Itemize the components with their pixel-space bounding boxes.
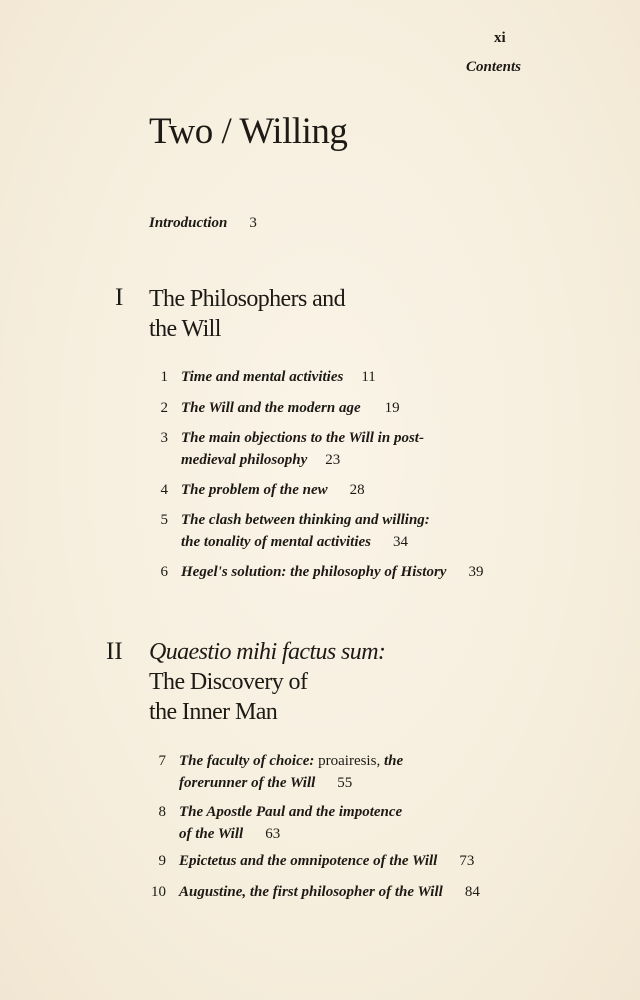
entry-page: 19: [384, 400, 400, 416]
entry-number: 5: [160, 512, 168, 528]
entry-title: Introduction: [149, 215, 228, 231]
entry-number: 9: [158, 853, 166, 869]
entry-title-part: the: [380, 753, 404, 769]
toc-entry: [158, 801, 403, 845]
entry-page: 23: [325, 452, 341, 468]
entry-number: 1: [160, 369, 168, 385]
entry-page: 11: [361, 369, 376, 385]
part-title-line: The Discovery of: [149, 669, 308, 695]
part-title-1: [149, 284, 345, 344]
part-title-line: the Inner Man: [149, 699, 278, 725]
entry-title-line: the tonality of mental activities: [181, 534, 371, 550]
volume-title: Two / Willing: [149, 111, 348, 152]
page-number: xi: [494, 30, 506, 46]
part-title-2: [149, 637, 385, 727]
toc-entry: [160, 561, 484, 583]
entry-title: Augustine, the first philosopher of the Will: [179, 884, 443, 900]
entry-number: 7: [158, 753, 166, 769]
entry-page: 55: [337, 775, 353, 791]
entry-title-line: The main objections to the Will in post-: [181, 430, 424, 446]
entry-title: Epictetus and the omnipotence of the Will: [179, 853, 438, 869]
toc-entry: [160, 479, 365, 501]
entry-title-line: of the Will: [179, 826, 244, 842]
toc-entry: [160, 427, 424, 471]
part-numeral-2: II: [106, 638, 123, 665]
part-title-line: the Will: [149, 316, 221, 342]
entry-page: 39: [468, 564, 484, 580]
part-title-line: The Philosophers and: [149, 286, 345, 312]
toc-entry: [160, 509, 430, 553]
entry-title-line: forerunner of the Will: [179, 775, 316, 791]
entry-number: 4: [160, 482, 168, 498]
entry-number: 2: [160, 400, 168, 416]
entry-number: 3: [160, 430, 168, 446]
entry-page: 84: [464, 884, 480, 900]
entry-title-line: The clash between thinking and willing:: [181, 512, 430, 528]
entry-number: 8: [158, 804, 166, 820]
entry-page: 28: [349, 482, 365, 498]
part-numeral-1: I: [115, 284, 124, 311]
running-head: Contents: [466, 59, 522, 75]
entry-number: 6: [160, 564, 168, 580]
toc-entry: [160, 366, 376, 388]
entry-page: 73: [459, 853, 475, 869]
entry-title-part: proairesis,: [318, 753, 381, 769]
entry-title: The problem of the new: [181, 482, 328, 498]
entry-page: 34: [392, 534, 408, 550]
entry-title: Hegel's solution: the philosophy of History: [181, 564, 447, 580]
entry-page: 63: [265, 826, 281, 842]
toc-entry: [158, 750, 404, 794]
toc-entry: [160, 397, 400, 419]
entry-title-line: The Apostle Paul and the impotence: [179, 804, 403, 820]
entry-title-line: medieval philosophy: [181, 452, 308, 468]
toc-entry-introduction: [149, 215, 257, 232]
toc-entry: [151, 881, 480, 903]
part-title-line: Quaestio mihi factus sum:: [149, 639, 386, 665]
entry-title-part: The faculty of choice:: [179, 753, 319, 769]
entry-number: 10: [151, 884, 166, 900]
entry-title: The Will and the modern age: [181, 400, 361, 416]
entry-title: Time and mental activities: [181, 369, 344, 385]
entry-page: 3: [249, 215, 257, 231]
toc-entry: [158, 850, 475, 872]
